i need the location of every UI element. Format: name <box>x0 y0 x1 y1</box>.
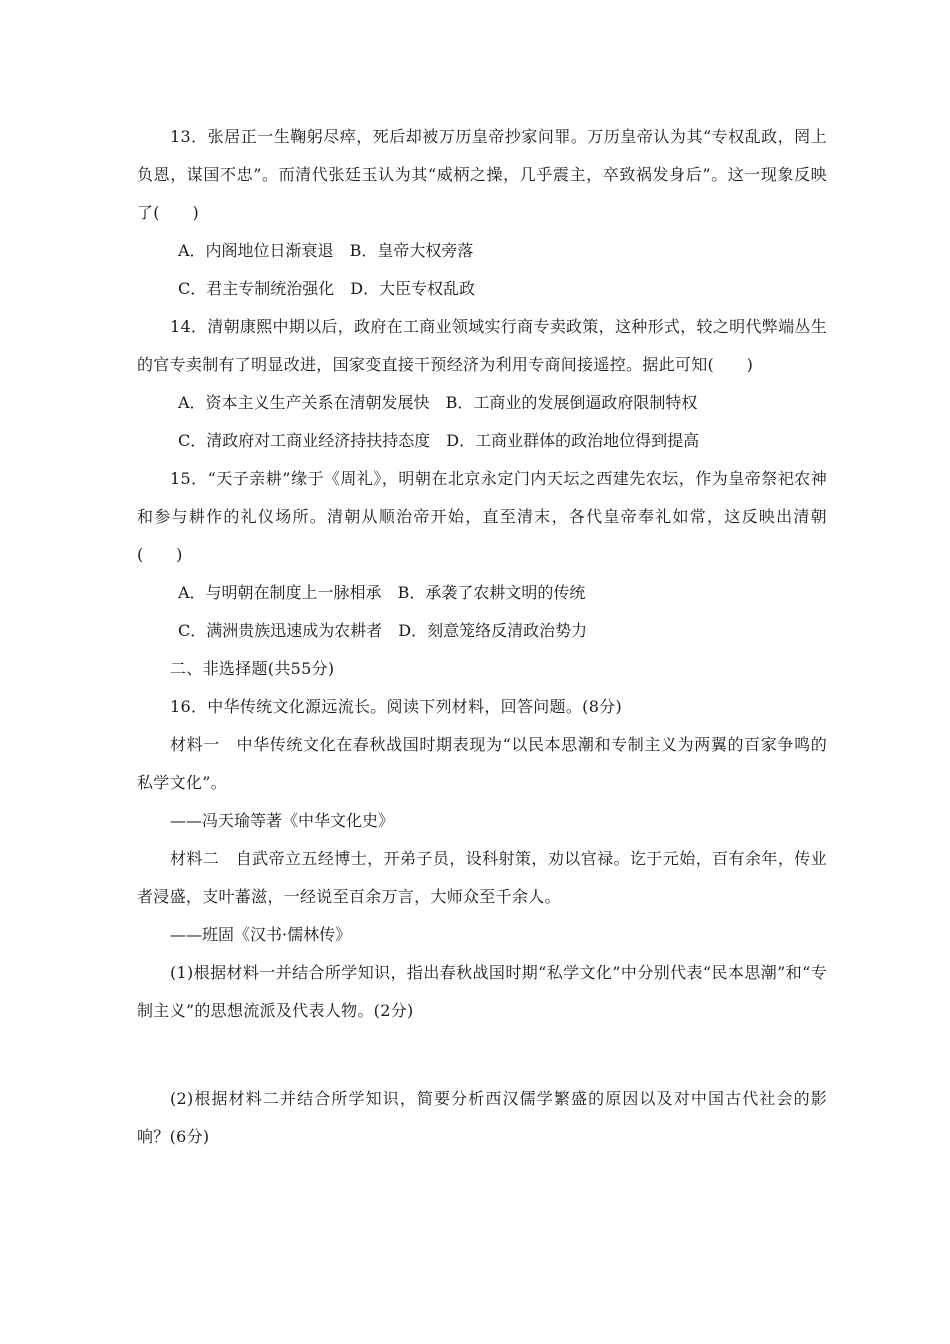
question-15-option-b: B．承袭了农耕文明的传统 <box>397 583 586 602</box>
question-16-source-2: ——班固《汉书·儒林传》 <box>170 925 352 944</box>
question-15-option-a: A．与明朝在制度上一脉相承 <box>178 583 382 602</box>
exam-page <box>137 118 827 1156</box>
question-13-option-b: B．皇帝大权旁落 <box>349 241 474 260</box>
question-13-option-c: C．君主专制统治强化 <box>178 279 335 298</box>
question-16-subquestion-1: (1)根据材料一并结合所学知识，指出春秋战国时期“私学文化”中分别代表“民本思潮”和“专制主义”的思想流派及代表人物。(2分) <box>137 963 827 1020</box>
question-13-stem: 13．张居正一生鞠躬尽瘁，死后却被万历皇帝抄家问罪。万历皇帝认为其“专权乱政，罔上负恩，谋国不忠”。而清代张廷玉认为其“威柄之操，几乎震主，卒致祸发身后”。这一现象反映了( ) <box>137 127 827 222</box>
question-16-subquestion-2: (2)根据材料二并结合所学知识，简要分析西汉儒学繁盛的原因以及对中国古代社会的影响？(6分) <box>137 1089 827 1146</box>
question-16-source-1: ——冯天瑜等著《中华文化史》 <box>170 811 395 830</box>
answer-space <box>137 1030 827 1080</box>
question-14-option-a: A．资本主义生产关系在清朝发展快 <box>178 393 430 412</box>
question-14-option-b: B．工商业的发展倒逼政府限制特权 <box>445 393 698 412</box>
question-15-option-d: D．刻意笼络反清政治势力 <box>398 621 588 640</box>
question-14-stem: 14．清朝康熙中期以后，政府在工商业领域实行商专卖政策，这种形式，较之明代弊端丛生的官专卖制有了明显改进，国家变直接干预经济为利用专商间接遥控。据此可知( ) <box>137 317 827 374</box>
question-15-option-c: C．满洲贵族迅速成为农耕者 <box>178 621 383 640</box>
question-16-material-1: 材料一 中华传统文化在春秋战国时期表现为“以民本思潮和专制主义为两翼的百家争鸣的私学文化”。 <box>137 735 827 792</box>
question-15-options-row1 <box>137 574 827 612</box>
question-13-option-a: A．内阁地位日渐衰退 <box>178 241 334 260</box>
question-14-option-c: C．清政府对工商业经济持扶持态度 <box>178 431 431 450</box>
section-heading: 二、非选择题(共55分) <box>170 659 335 678</box>
question-15-stem: 15．“天子亲耕”缘于《周礼》，明朝在北京永定门内天坛之西建先农坛，作为皇帝祭祀农神和参与耕作的礼仪场所。清朝从顺治帝开始，直至清末，各代皇帝奉礼如常，这反映出清朝( ) <box>137 469 827 564</box>
question-16-material-2: 材料二 自武帝立五经博士，开弟子员，设科射策，劝以官禄。讫于元始，百有余年，传业者浸盛，支叶蕃滋，一经说至百余万言，大师众至千余人。 <box>137 849 827 906</box>
question-13-options-row1 <box>137 232 827 270</box>
question-14-options-row2 <box>137 422 827 460</box>
question-15-options-row2 <box>137 612 827 650</box>
question-13-option-d: D．大臣专权乱政 <box>350 279 476 298</box>
question-16-stem: 16．中华传统文化源远流长。阅读下列材料，回答问题。(8分) <box>170 697 623 716</box>
question-13-options-row2 <box>137 270 827 308</box>
question-14-options-row1 <box>137 384 827 422</box>
question-14-option-d: D．工商业群体的政治地位得到提高 <box>446 431 700 450</box>
